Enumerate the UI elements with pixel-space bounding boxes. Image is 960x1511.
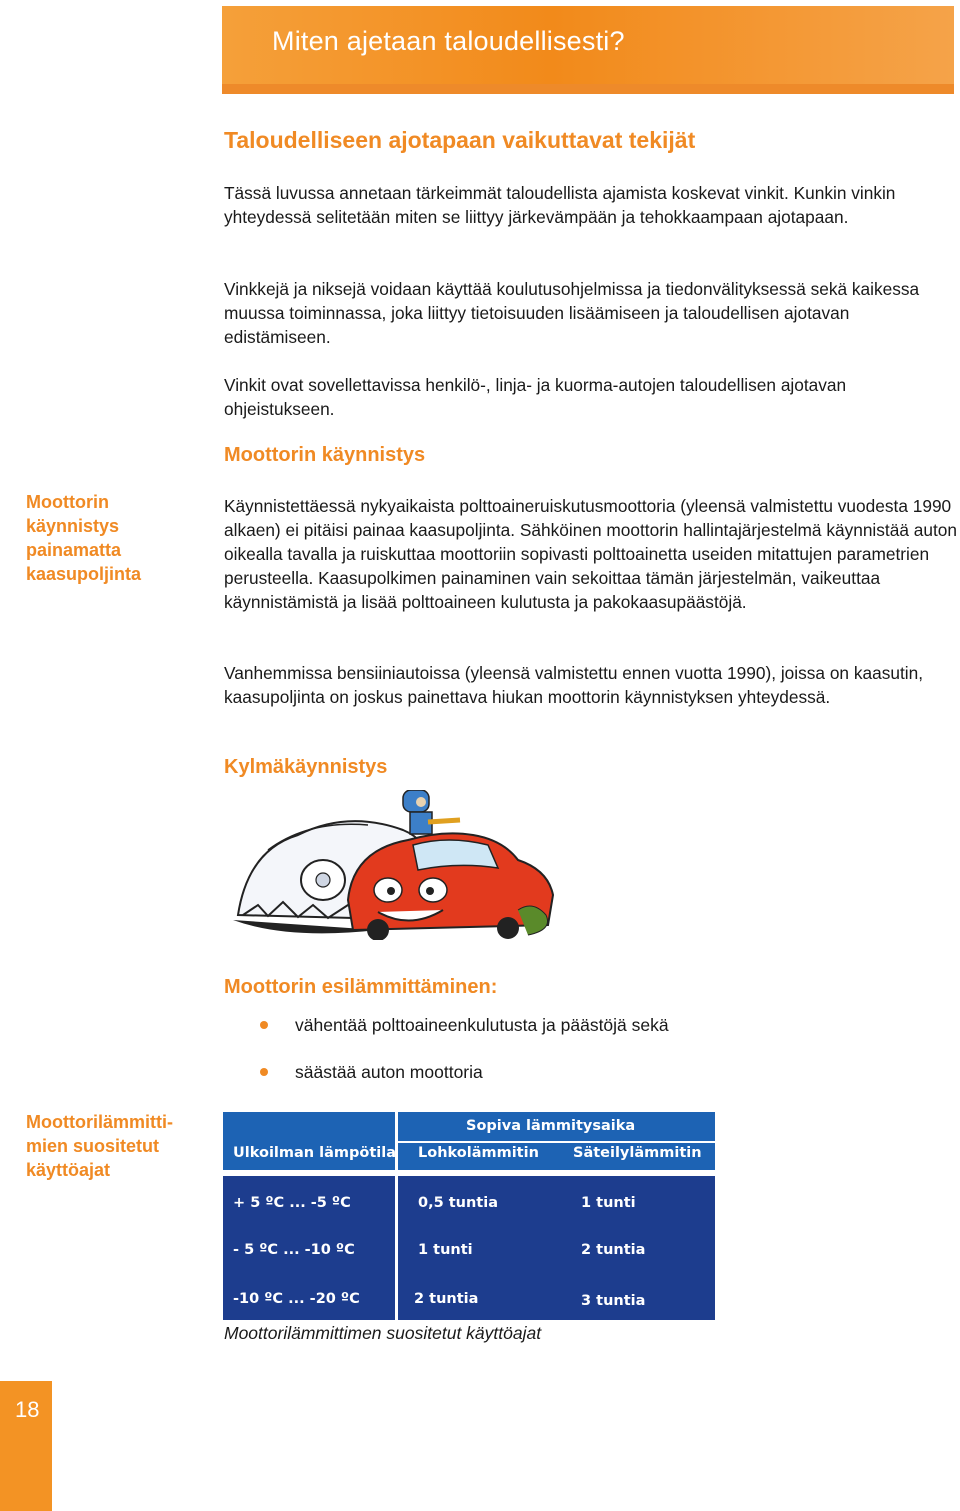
chapter-title: Miten ajetaan taloudellisesti? <box>272 26 625 56</box>
intro-paragraph-1: Tässä luvussa annetaan tärkeimmät taloudellista ajamista koskevat vinkit. Kunkin vinkin yhteydessä selitetään miten se liittyy järkevämpään ja tehokkaampaan ajotapaan. <box>224 183 896 227</box>
table-cell: 1 tunti <box>418 1242 473 1258</box>
bullet-icon <box>260 1068 268 1076</box>
table-divider <box>398 1141 715 1143</box>
table-top-header: Sopiva lämmitysaika <box>466 1118 636 1134</box>
preheat-bullet-list <box>224 1010 669 1104</box>
table-divider <box>395 1112 398 1320</box>
list-item: vähentää polttoaineenkulutusta ja päästöjä sekä <box>224 1010 669 1057</box>
table-cell: 1 tunti <box>581 1195 636 1211</box>
section-title: Taloudelliseen ajotapaan vaikuttavat tekijät <box>224 127 696 153</box>
table-cell: + 5 ºC ... -5 ºC <box>233 1195 351 1211</box>
intro-paragraph-2: Vinkkejä ja niksejä voidaan käyttää koulutusohjelmissa ja tiedonvälityksessä sekä kaikessa muussa toiminnassa, joka liittyy tietoisuuden lisäämiseen ja taloudellisen ajotavan edistämiseen. <box>224 279 920 347</box>
table-column-header: Säteilylämmitin <box>573 1145 702 1161</box>
table-cell: - 5 ºC ... -10 ºC <box>233 1242 355 1258</box>
cartoon-cars-illustration <box>228 790 558 940</box>
engine-start-paragraph-1: Käynnistettäessä nykyaikaista polttoaineruiskutusmoottoria (yleensä valmistettu vuodesta 1990 alkaen) ei pitäisi painaa kaasupoljinta. Sähköinen moottorin hallintajärjestelmä käynnistää auton oikealla tavalla ja ruiskuttaa moottoriin sopivasti polttoainetta useiden mitattujen parametrien perusteella. Kaasupolkimen painaminen vain sekoittaa tämän järjestelmän, vaikeuttaa käynnistämistä ja lisää polttoaineen kulutusta ja pakokaasupäästöjä. <box>224 496 957 612</box>
list-item: säästää auton moottoria <box>224 1057 669 1104</box>
table-divider <box>223 1170 715 1176</box>
intro-paragraph-3: Vinkit ovat sovellettavissa henkilö-, linja- ja kuorma-autojen taloudellisen ajotavan ohjeistukseen. <box>224 375 847 419</box>
chapter-header-bar <box>222 6 954 94</box>
heating-time-table <box>223 1112 715 1320</box>
table-column-header: Lohkolämmitin <box>418 1145 539 1161</box>
preheat-heading: Moottorin esilämmittäminen: <box>224 976 498 998</box>
table-cell: 2 tuntia <box>581 1242 646 1258</box>
page-number: 18 <box>15 1397 40 1422</box>
bullet-icon <box>260 1021 268 1029</box>
engine-start-paragraph-2: Vanhemmissa bensiiniautoissa (yleensä valmistettu ennen vuotta 1990), joissa on kaasutin, kaasupoljinta on joskus painettava hiukan moottorin käynnistyksen yhteydessä. <box>224 663 924 707</box>
table-column-header: Ulkoilman lämpötila <box>233 1145 397 1161</box>
preheat-side-note: Moottorilämmitti-mien suositetut käyttöajat <box>26 1112 173 1180</box>
table-cell: -10 ºC ... -20 ºC <box>233 1291 360 1307</box>
cold-start-heading: Kylmäkäynnistys <box>224 756 388 778</box>
page-number-tab <box>0 1381 52 1511</box>
table-cell: 3 tuntia <box>581 1293 646 1309</box>
table-caption: Moottorilämmittimen suositetut käyttöajat <box>224 1323 542 1343</box>
table-cell: 2 tuntia <box>414 1291 479 1307</box>
engine-start-side-note: Moottorin käynnistys painamatta kaasupoljinta <box>26 492 142 584</box>
engine-start-heading: Moottorin käynnistys <box>224 444 426 466</box>
table-cell: 0,5 tuntia <box>418 1195 498 1211</box>
